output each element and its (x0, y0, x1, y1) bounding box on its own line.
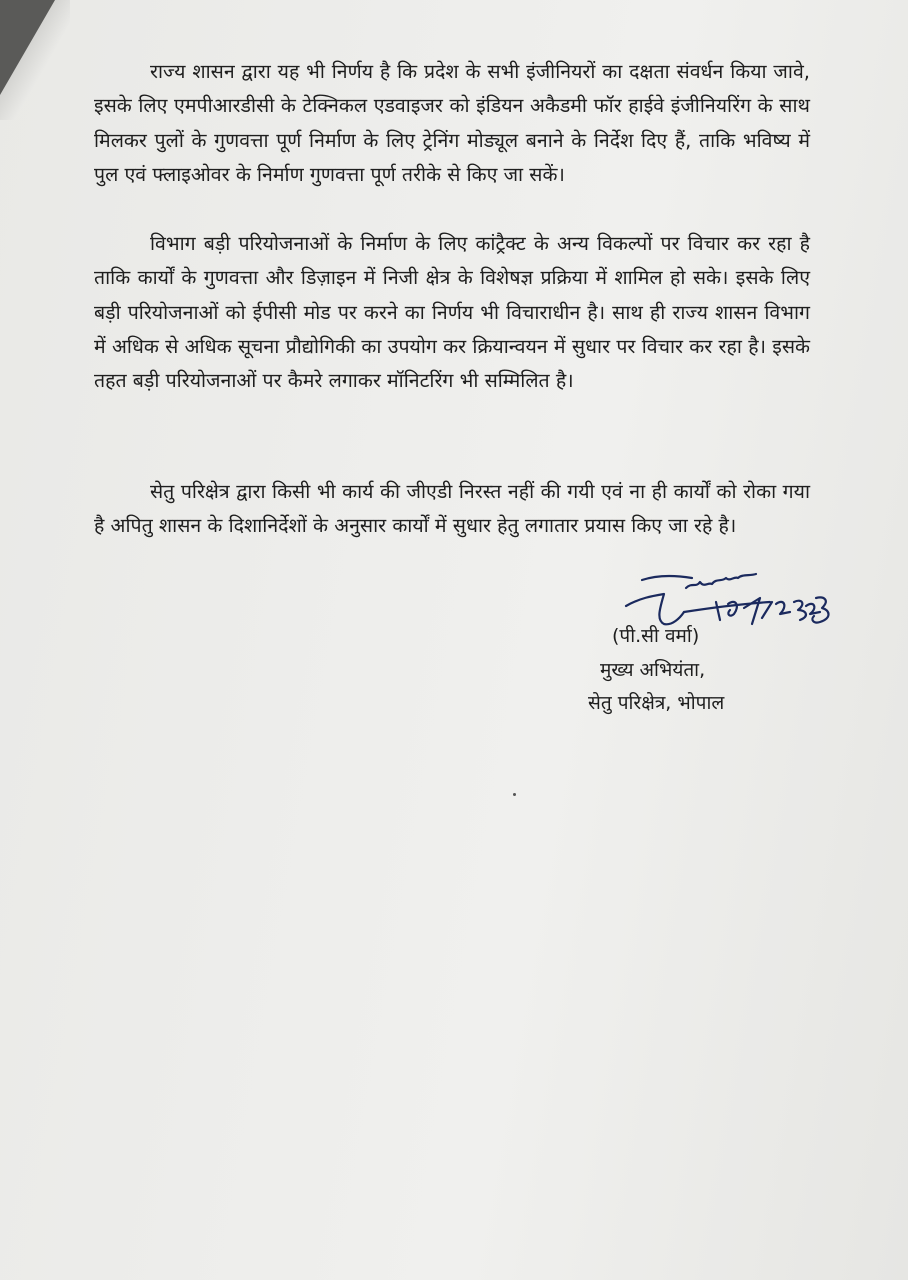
signatory-office: सेतु परिक्षेत्र, भोपाल (588, 692, 725, 714)
folded-corner (0, 0, 55, 95)
paragraph-3: सेतु परिक्षेत्र द्वारा किसी भी कार्य की जीएडी निरस्त नहीं की गयी एवं ना ही कार्यों को रोका गया है अपितु शासन के दिशानिर्देशों के अनुसार कार्यों में सुधार हेतु लगातार प्रयास किए जा रहे है। (94, 480, 810, 538)
paper-speck (513, 793, 516, 796)
paragraph-2: विभाग बड़ी परियोजनाओं के निर्माण के लिए कांट्रैक्ट के अन्य विकल्पों पर विचार कर रहा है ताकि कार्यों के गुणवत्ता और डिज़ाइन में निजी क्षेत्र के विशेषज्ञ प्रक्रिया में शामिल हो सके। इसके लिए बड़ी परियोजनाओं को ईपीसी मोड पर करने का निर्णय भी विचाराधीन है। साथ ही राज्य शासन विभाग में अधिक से अधिक सूचना प्रौद्योगिकी का उपयोग कर क्रियान्वयन में सुधार पर विचार कर रहा है। इसके तहत बड़ी परियोजनाओं पर कैमरे लगाकर मॉनिटरिंग भी सम्मिलित है। (94, 232, 810, 393)
signatory-title: मुख्य अभियंता, (600, 659, 706, 681)
paragraph-1: राज्य शासन द्वारा यह भी निर्णय है कि प्रदेश के सभी इंजीनियरों का दक्षता संवर्धन किया जावे, इसके लिए एमपीआरडीसी के टेक्निकल एडवाइजर को इंडियन अकैडमी फॉर हाईवे इंजीनियरिंग के साथ मिलकर पुलों के गुणवत्ता पूर्ण निर्माण के लिए ट्रेनिंग मोड्यूल बनाने के निर्देश दिए हैं, ताकि भविष्य में पुल एवं फ्लाइओवर के निर्माण गुणवत्ता पूर्ण तरीके से किए जा सकें। (94, 60, 810, 186)
signatory-name: (पी.सी वर्मा) (612, 625, 700, 647)
